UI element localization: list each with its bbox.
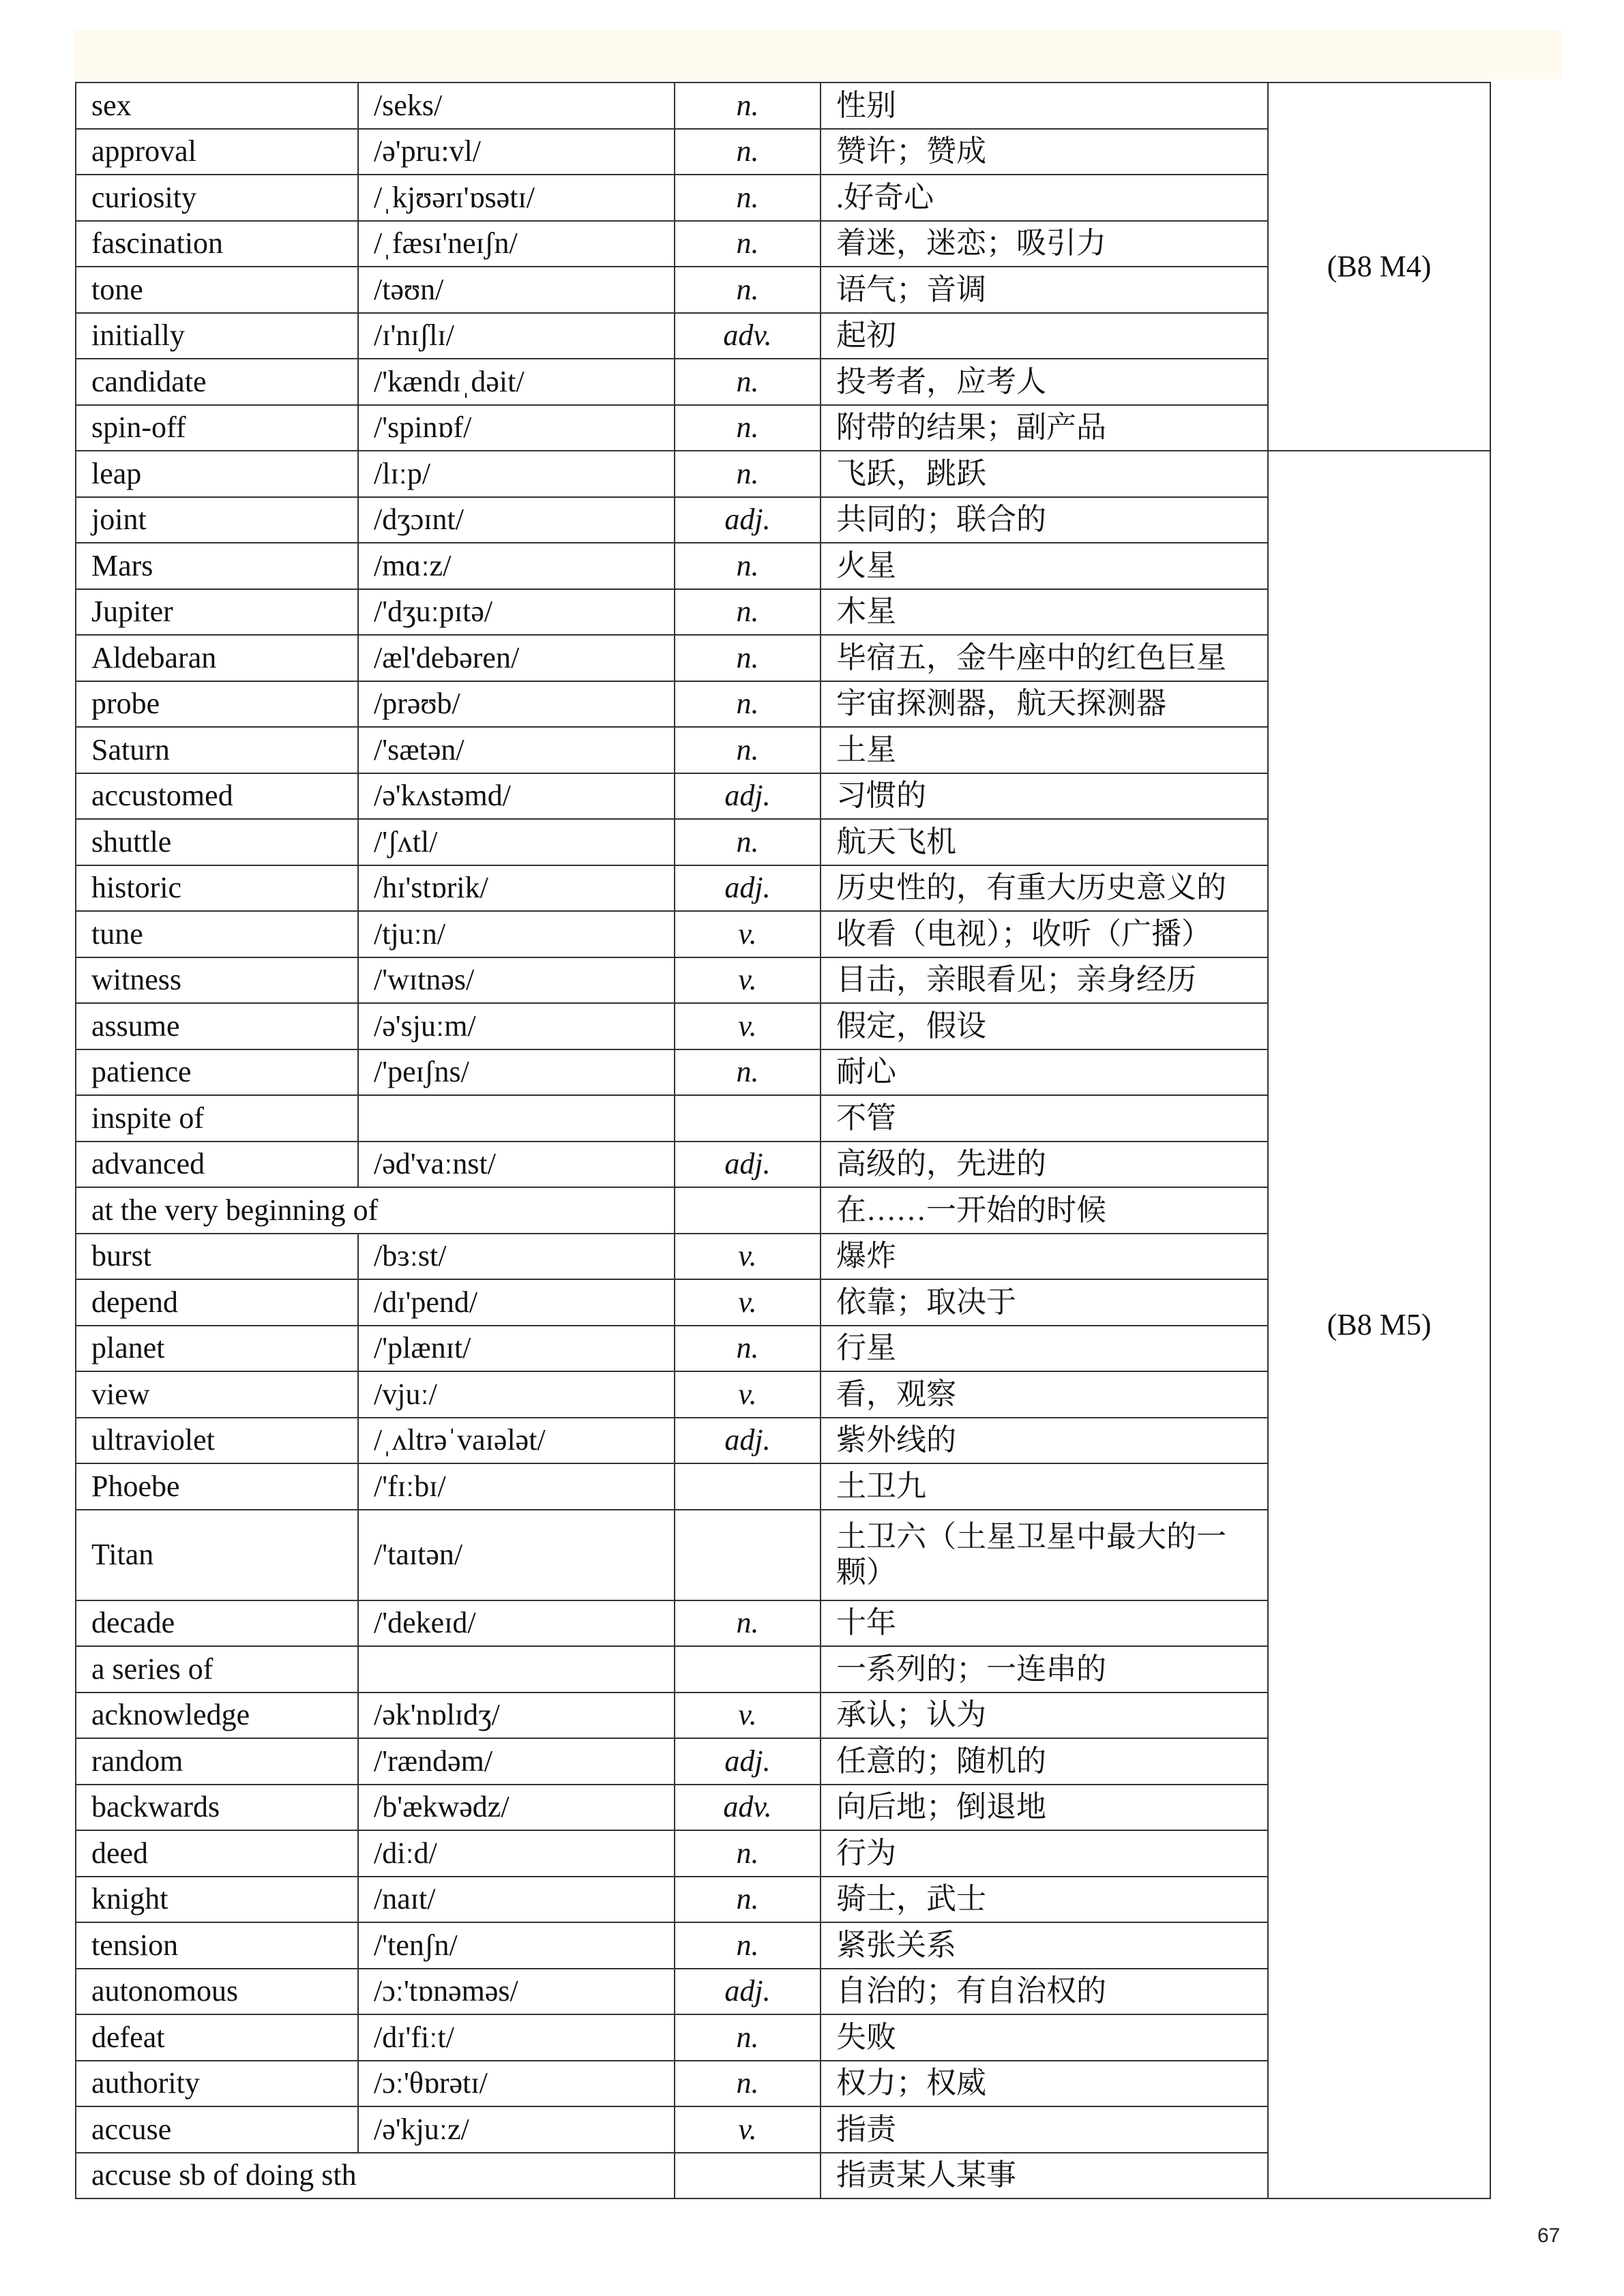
meaning-cell: 赞许；赞成 xyxy=(821,129,1268,175)
pos-cell: n. xyxy=(675,819,821,865)
phonetic-cell: /prəʊb/ xyxy=(358,681,675,728)
word-cell: at the very beginning of xyxy=(76,1187,675,1234)
meaning-cell: 毕宿五，金牛座中的红色巨星 xyxy=(821,635,1268,681)
meaning-cell: 指责 xyxy=(821,2106,1268,2153)
meaning-cell: 紫外线的 xyxy=(821,1418,1268,1464)
pos-cell: n. xyxy=(675,2014,821,2061)
word-cell: Jupiter xyxy=(76,589,358,636)
meaning-cell: 土卫九 xyxy=(821,1463,1268,1510)
meaning-cell: 权力；权威 xyxy=(821,2061,1268,2107)
pos-cell xyxy=(675,1095,821,1142)
pos-cell: n. xyxy=(675,543,821,589)
pos-cell: adj. xyxy=(675,497,821,543)
phonetic-cell: /hɪ'stɒrik/ xyxy=(358,865,675,912)
word-cell: depend xyxy=(76,1279,358,1326)
meaning-cell: 高级的，先进的 xyxy=(821,1142,1268,1188)
pos-cell: v. xyxy=(675,911,821,957)
word-cell: sex xyxy=(76,83,358,129)
meaning-cell: 收看（电视）；收听（广播） xyxy=(821,911,1268,957)
pos-cell xyxy=(675,1187,821,1234)
word-cell: burst xyxy=(76,1234,358,1280)
pos-cell: adv. xyxy=(675,313,821,359)
word-cell: assume xyxy=(76,1003,358,1049)
word-cell: acknowledge xyxy=(76,1693,358,1739)
word-cell: tone xyxy=(76,267,358,313)
phonetic-cell: /'tenʃn/ xyxy=(358,1922,675,1969)
unit-label-cell: (B8 M4) xyxy=(1268,83,1490,451)
meaning-cell: 历史性的，有重大历史意义的 xyxy=(821,865,1268,912)
phonetic-cell: /æl'debəren/ xyxy=(358,635,675,681)
phonetic-cell: /'wɪtnəs/ xyxy=(358,957,675,1004)
meaning-cell: 爆炸 xyxy=(821,1234,1268,1280)
meaning-cell: 十年 xyxy=(821,1600,1268,1647)
word-cell: ultraviolet xyxy=(76,1418,358,1464)
pos-cell: n. xyxy=(675,451,821,497)
pos-cell: v. xyxy=(675,1693,821,1739)
meaning-cell: 骑士，武士 xyxy=(821,1877,1268,1923)
phonetic-cell: /dɪ'fiːt/ xyxy=(358,2014,675,2061)
meaning-cell: 木星 xyxy=(821,589,1268,636)
vocabulary-table xyxy=(75,82,1491,2199)
meaning-cell: 失败 xyxy=(821,2014,1268,2061)
word-cell: view xyxy=(76,1371,358,1418)
pos-cell: n. xyxy=(675,221,821,267)
meaning-cell: 承认；认为 xyxy=(821,1693,1268,1739)
pos-cell: n. xyxy=(675,589,821,636)
pos-cell: adj. xyxy=(675,1738,821,1785)
vocabulary-table-body xyxy=(76,83,1490,2198)
meaning-cell: 不管 xyxy=(821,1095,1268,1142)
word-cell: shuttle xyxy=(76,819,358,865)
pos-cell xyxy=(675,2153,821,2199)
pos-cell: n. xyxy=(675,727,821,773)
phonetic-cell: /ˌʌltrəˈvaɪələt/ xyxy=(358,1418,675,1464)
word-cell: random xyxy=(76,1738,358,1785)
meaning-cell: 向后地；倒退地 xyxy=(821,1785,1268,1831)
pos-cell: n. xyxy=(675,83,821,129)
phonetic-cell: /'taɪtən/ xyxy=(358,1510,675,1600)
pos-cell: n. xyxy=(675,1326,821,1372)
word-cell: advanced xyxy=(76,1142,358,1188)
pos-cell: adv. xyxy=(675,1785,821,1831)
meaning-cell: 共同的；联合的 xyxy=(821,497,1268,543)
phonetic-cell: /ɪ'nɪʃlɪ/ xyxy=(358,313,675,359)
meaning-cell: 指责某人某事 xyxy=(821,2153,1268,2199)
pos-cell xyxy=(675,1510,821,1600)
word-cell: initially xyxy=(76,313,358,359)
word-cell: deed xyxy=(76,1830,358,1877)
meaning-cell: 火星 xyxy=(821,543,1268,589)
phonetic-cell: /əd'vaːnst/ xyxy=(358,1142,675,1188)
phonetic-cell: /'peɪʃns/ xyxy=(358,1049,675,1096)
meaning-cell: 宇宙探测器，航天探测器 xyxy=(821,681,1268,728)
word-cell: accuse xyxy=(76,2106,358,2153)
word-cell: accustomed xyxy=(76,773,358,820)
phonetic-cell: /ˌkjʊərɪ'ɒsətɪ/ xyxy=(358,175,675,221)
meaning-cell: 着迷，迷恋；吸引力 xyxy=(821,221,1268,267)
phonetic-cell: /'fɪːbɪ/ xyxy=(358,1463,675,1510)
meaning-cell: 起初 xyxy=(821,313,1268,359)
phonetic-cell: /ə'sjuːm/ xyxy=(358,1003,675,1049)
phonetic-cell xyxy=(358,1095,675,1142)
word-cell: backwards xyxy=(76,1785,358,1831)
pos-cell: v. xyxy=(675,2106,821,2153)
word-cell: Phoebe xyxy=(76,1463,358,1510)
pos-cell xyxy=(675,1646,821,1693)
unit-label-cell: (B8 M5) xyxy=(1268,451,1490,2198)
page-number: 67 xyxy=(1537,2224,1561,2247)
word-cell: leap xyxy=(76,451,358,497)
word-cell: autonomous xyxy=(76,1969,358,2015)
word-cell: a series of xyxy=(76,1646,358,1693)
word-cell: defeat xyxy=(76,2014,358,2061)
meaning-cell: 依靠；取决于 xyxy=(821,1279,1268,1326)
meaning-cell: .好奇心 xyxy=(821,175,1268,221)
phonetic-cell: /'ʃʌtl/ xyxy=(358,819,675,865)
pos-cell: adj. xyxy=(675,865,821,912)
word-cell: inspite of xyxy=(76,1095,358,1142)
phonetic-cell: /ə'kjuːz/ xyxy=(358,2106,675,2153)
word-cell: curiosity xyxy=(76,175,358,221)
meaning-cell: 投考者，应考人 xyxy=(821,359,1268,405)
word-cell: fascination xyxy=(76,221,358,267)
meaning-cell: 紧张关系 xyxy=(821,1922,1268,1969)
phonetic-cell: /tjuːn/ xyxy=(358,911,675,957)
phonetic-cell: /'kændɪˌdəit/ xyxy=(358,359,675,405)
meaning-cell: 在……一开始的时候 xyxy=(821,1187,1268,1234)
word-cell: historic xyxy=(76,865,358,912)
pos-cell: adj. xyxy=(675,1418,821,1464)
word-cell: accuse sb of doing sth xyxy=(76,2153,675,2199)
phonetic-cell: /təʊn/ xyxy=(358,267,675,313)
pos-cell: n. xyxy=(675,2061,821,2107)
phonetic-cell: /ˌfæsɪ'neɪʃn/ xyxy=(358,221,675,267)
meaning-cell: 航天飞机 xyxy=(821,819,1268,865)
word-cell: Mars xyxy=(76,543,358,589)
pos-cell: adj. xyxy=(675,1142,821,1188)
phonetic-cell: /seks/ xyxy=(358,83,675,129)
pos-cell: n. xyxy=(675,405,821,451)
phonetic-cell: /dɪ'pend/ xyxy=(358,1279,675,1326)
word-cell: probe xyxy=(76,681,358,728)
pos-cell: adj. xyxy=(675,1969,821,2015)
phonetic-cell: /ɔː'θɒrətɪ/ xyxy=(358,2061,675,2107)
phonetic-cell: /b'ækwədz/ xyxy=(358,1785,675,1831)
phonetic-cell: /diːd/ xyxy=(358,1830,675,1877)
word-cell: tune xyxy=(76,911,358,957)
word-cell: decade xyxy=(76,1600,358,1647)
word-cell: planet xyxy=(76,1326,358,1372)
pos-cell: n. xyxy=(675,635,821,681)
phonetic-cell: /'plænɪt/ xyxy=(358,1326,675,1372)
pos-cell: v. xyxy=(675,1279,821,1326)
word-cell: tension xyxy=(76,1922,358,1969)
phonetic-cell: /'sætən/ xyxy=(358,727,675,773)
phonetic-cell: /ək'nɒlɪdʒ/ xyxy=(358,1693,675,1739)
pos-cell: n. xyxy=(675,1049,821,1096)
table-row xyxy=(76,451,1490,497)
meaning-cell: 耐心 xyxy=(821,1049,1268,1096)
phonetic-cell: /bɜːst/ xyxy=(358,1234,675,1280)
meaning-cell: 土星 xyxy=(821,727,1268,773)
word-cell: knight xyxy=(76,1877,358,1923)
meaning-cell: 假定，假设 xyxy=(821,1003,1268,1049)
pos-cell: n. xyxy=(675,359,821,405)
word-cell: patience xyxy=(76,1049,358,1096)
word-cell: Titan xyxy=(76,1510,358,1600)
pos-cell: v. xyxy=(675,957,821,1004)
phonetic-cell: /ɔː'tɒnəməs/ xyxy=(358,1969,675,2015)
phonetic-cell xyxy=(358,1646,675,1693)
word-cell: Aldebaran xyxy=(76,635,358,681)
phonetic-cell: /ə'kʌstəmd/ xyxy=(358,773,675,820)
meaning-cell: 行星 xyxy=(821,1326,1268,1372)
word-cell: authority xyxy=(76,2061,358,2107)
phonetic-cell: /mɑːz/ xyxy=(358,543,675,589)
meaning-cell: 任意的；随机的 xyxy=(821,1738,1268,1785)
pos-cell: v. xyxy=(675,1371,821,1418)
pos-cell: n. xyxy=(675,175,821,221)
phonetic-cell: /'spinɒf/ xyxy=(358,405,675,451)
meaning-cell: 行为 xyxy=(821,1830,1268,1877)
pos-cell: n. xyxy=(675,1830,821,1877)
phonetic-cell: /'rændəm/ xyxy=(358,1738,675,1785)
pos-cell: n. xyxy=(675,1922,821,1969)
word-cell: witness xyxy=(76,957,358,1004)
meaning-cell: 飞跃，跳跃 xyxy=(821,451,1268,497)
pos-cell: v. xyxy=(675,1234,821,1280)
header-band xyxy=(74,30,1562,79)
meaning-cell: 目击，亲眼看见；亲身经历 xyxy=(821,957,1268,1004)
word-cell: joint xyxy=(76,497,358,543)
pos-cell: n. xyxy=(675,1600,821,1647)
pos-cell: n. xyxy=(675,267,821,313)
meaning-cell: 习惯的 xyxy=(821,773,1268,820)
meaning-cell: 附带的结果；副产品 xyxy=(821,405,1268,451)
pos-cell: v. xyxy=(675,1003,821,1049)
pos-cell: n. xyxy=(675,1877,821,1923)
word-cell: candidate xyxy=(76,359,358,405)
meaning-cell: 土卫六（土星卫星中最大的一颗） xyxy=(821,1510,1268,1600)
meaning-cell: 语气；音调 xyxy=(821,267,1268,313)
word-cell: approval xyxy=(76,129,358,175)
table-row xyxy=(76,83,1490,129)
pos-cell: adj. xyxy=(675,773,821,820)
phonetic-cell: /'dʒuːpɪtə/ xyxy=(358,589,675,636)
pos-cell xyxy=(675,1463,821,1510)
meaning-cell: 看，观察 xyxy=(821,1371,1268,1418)
phonetic-cell: /dʒɔɪnt/ xyxy=(358,497,675,543)
phonetic-cell: /ə'pru:vl/ xyxy=(358,129,675,175)
word-cell: Saturn xyxy=(76,727,358,773)
phonetic-cell: /vjuː/ xyxy=(358,1371,675,1418)
pos-cell: n. xyxy=(675,681,821,728)
phonetic-cell: /'dekeɪd/ xyxy=(358,1600,675,1647)
phonetic-cell: /naɪt/ xyxy=(358,1877,675,1923)
pos-cell: n. xyxy=(675,129,821,175)
phonetic-cell: /lɪːp/ xyxy=(358,451,675,497)
word-cell: spin-off xyxy=(76,405,358,451)
meaning-cell: 一系列的；一连串的 xyxy=(821,1646,1268,1693)
meaning-cell: 自治的；有自治权的 xyxy=(821,1969,1268,2015)
meaning-cell: 性别 xyxy=(821,83,1268,129)
